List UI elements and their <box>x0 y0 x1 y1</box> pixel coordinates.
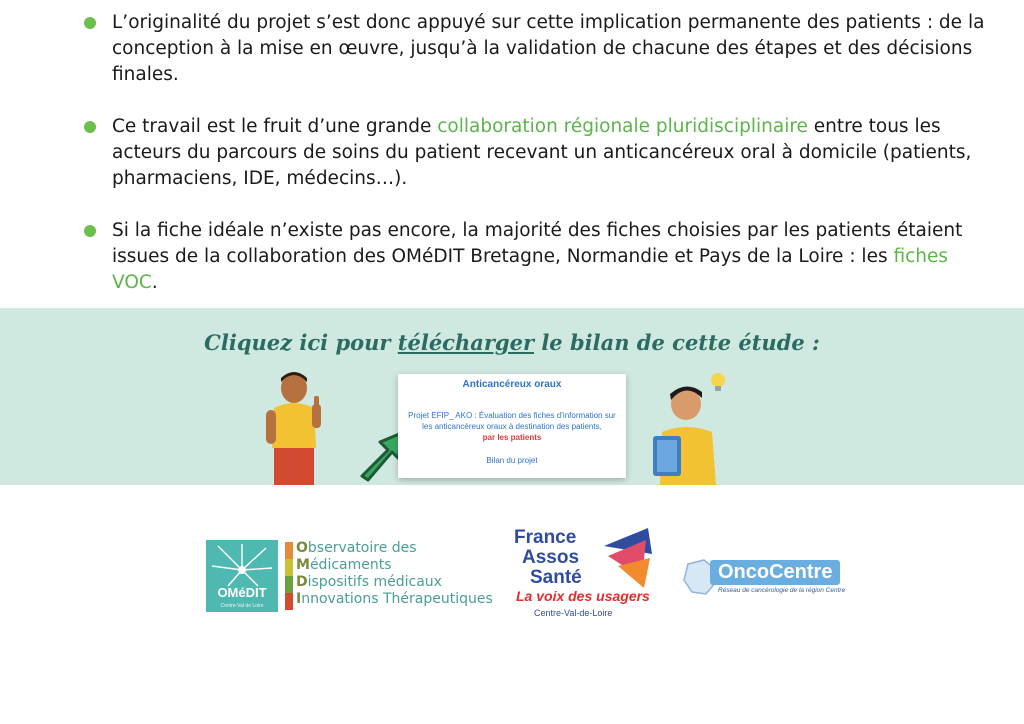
person-clipboard-illustration <box>648 370 738 485</box>
omedit-logo <box>206 540 278 612</box>
card-title: Anticancéreux oraux <box>462 379 562 390</box>
report-preview-card[interactable] <box>398 374 626 478</box>
bullet-text-after: . <box>151 272 158 293</box>
card-text: Projet EFIP_ AKO : Évaluation des fiches d’information sur les anticancéreux oraux à destination des patients, <box>408 411 616 431</box>
omedit-name: OMéDIT <box>217 585 267 600</box>
omedit-line: Médicaments <box>296 557 392 573</box>
bullet-highlight: collaboration régionale pluridisciplinaire <box>437 116 808 137</box>
bullet-highlight: fiches VOC <box>112 246 949 293</box>
omedit-line: Observatoire des <box>296 540 417 556</box>
bullet-list <box>84 10 999 322</box>
fas-line-1: France <box>514 527 577 548</box>
banner-title-before: Cliquez ici pour <box>204 330 398 355</box>
omedit-line: Dispositifs médicaux <box>296 574 442 590</box>
omedit-line: Innovations Thérapeutiques <box>296 591 493 607</box>
oncocentre-logo <box>680 554 890 614</box>
download-banner[interactable] <box>0 308 1024 485</box>
omedit-region: Centre-Val de Loire <box>220 603 264 609</box>
banner-title-after: le bilan de cette étude : <box>534 330 820 355</box>
fas-line-2: Assos <box>522 547 580 568</box>
fas-region: Centre-Val-de-Loire <box>534 608 613 618</box>
fas-tagline: La voix des usagers <box>516 588 650 604</box>
fas-line-3: Santé <box>530 567 582 588</box>
card-footer: Bilan du projet <box>486 456 538 465</box>
download-link[interactable]: télécharger <box>397 330 535 355</box>
omedit-color-bars <box>285 542 293 610</box>
card-highlight: par les patients <box>482 433 542 442</box>
person-thumbs-up-illustration <box>262 368 332 485</box>
partner-logos <box>0 520 1024 620</box>
bullet-item-1 <box>84 10 999 88</box>
omedit-burst-icon <box>206 540 278 590</box>
omedit-acronym-text <box>296 540 493 608</box>
bullet-text-before: Si la fiche idéale n’existe pas encore, la majorité des fiches choisies par les patients étaient issues de la collaboration des OMéDIT Bretagne, Normandie et Pays de la Loire : les <box>112 220 963 267</box>
bullet-item-3 <box>84 218 999 296</box>
bullet-text-before: Ce travail est le fruit d’une grande <box>112 116 438 137</box>
banner-title[interactable] <box>0 330 1024 355</box>
bullet-text-after: entre tous les acteurs du parcours de soins du patient recevant un anticancéreux oral à domicile (patients, pharmaciens, IDE, médecins…). <box>112 116 972 189</box>
bullet-text: L’originalité du projet s’est donc appuyé sur cette implication permanente des patients : de la conception à la mise en œuvre, jusqu’à la validation de chacune des étapes et des décisions finales. <box>112 12 985 85</box>
bullet-dot-icon <box>84 225 96 237</box>
fas-shapes-icon <box>598 526 656 590</box>
oncocentre-subtitle: Réseau de cancérologie de la région Centre <box>718 587 846 594</box>
france-assos-sante-logo <box>508 526 658 626</box>
bullet-dot-icon <box>84 121 96 133</box>
oncocentre-title: OncoCentre <box>710 560 840 585</box>
bullet-dot-icon <box>84 17 96 29</box>
bullet-item-2 <box>84 114 999 192</box>
